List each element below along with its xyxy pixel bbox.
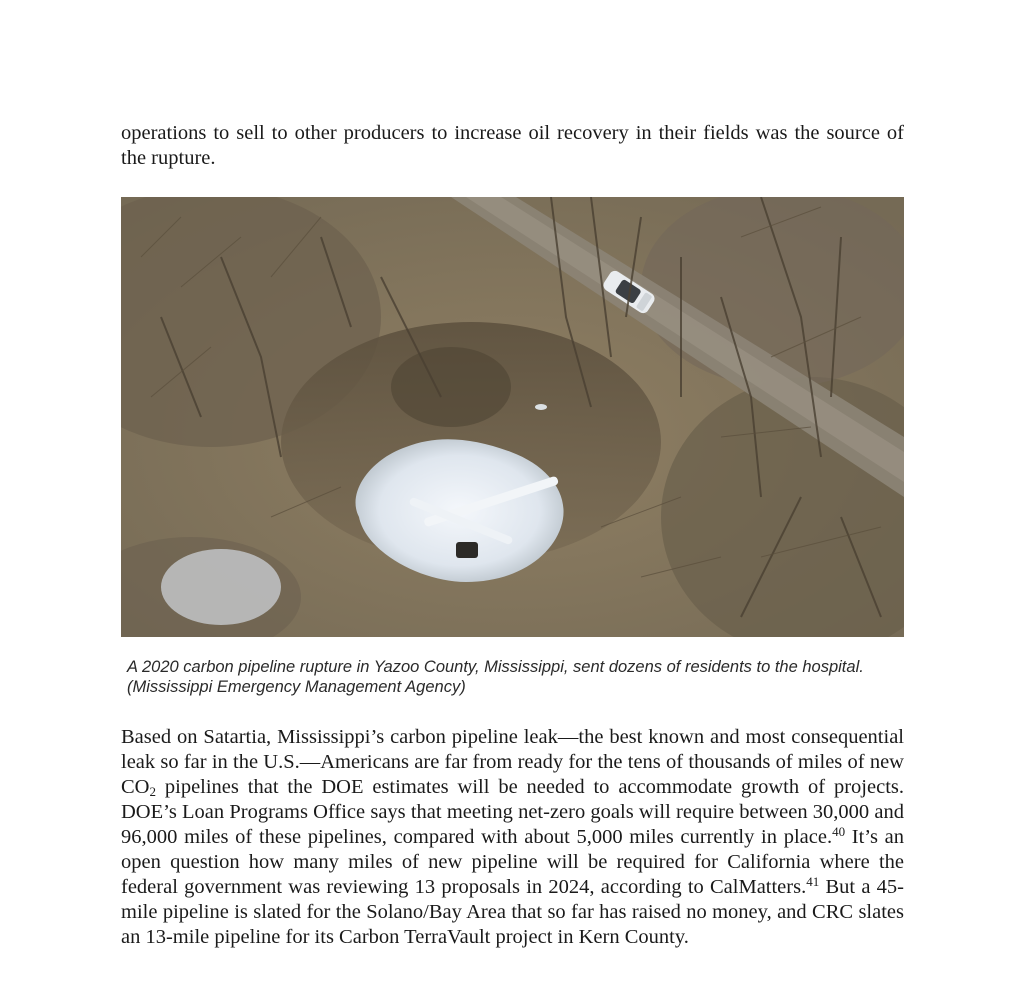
body-text-part3: It’s an open question how many miles of new pipeline will be required for California where the federal government was reviewing 13 proposals in 2024, according to CalMatters. — [121, 826, 905, 898]
aerial-photo-pipeline-rupture — [121, 197, 904, 637]
footnote-ref-41[interactable]: 41 — [806, 874, 820, 889]
body-text-part2: pipelines that the DOE estimates will be needed to accommodate growth of projects. DOE’s Loan Programs Office says that meeting net-zero goals will require between 30,000 and 96,000 miles of these pipelines, compared with about 5,000 miles currently in place. — [121, 776, 904, 848]
co2-subscript: 2 — [149, 784, 156, 799]
body-text-part1: Based on Satartia, Mississippi’s carbon pipeline leak—the best known and most consequential leak so far in the U.S.—Americans are far from ready for the tens of thousands of miles of new CO — [121, 726, 904, 798]
figure-caption: A 2020 carbon pipeline rupture in Yazoo County, Mississippi, sent dozens of residents to the hospital. (Mississippi Emergency Management Agency) — [127, 658, 864, 696]
footnote-ref-40[interactable]: 40 — [832, 824, 846, 839]
body-paragraph-top: operations to sell to other producers to increase oil recovery in their fields was the source of the rupture. — [121, 122, 904, 169]
body-paragraph-bottom — [121, 725, 904, 950]
body-text-part4: But a 45-mile pipeline is slated for the Solano/Bay Area that so far has raised no money, and CRC slates an 13-mile pipeline for its Carbon TerraVault project in Kern County. — [121, 876, 904, 948]
